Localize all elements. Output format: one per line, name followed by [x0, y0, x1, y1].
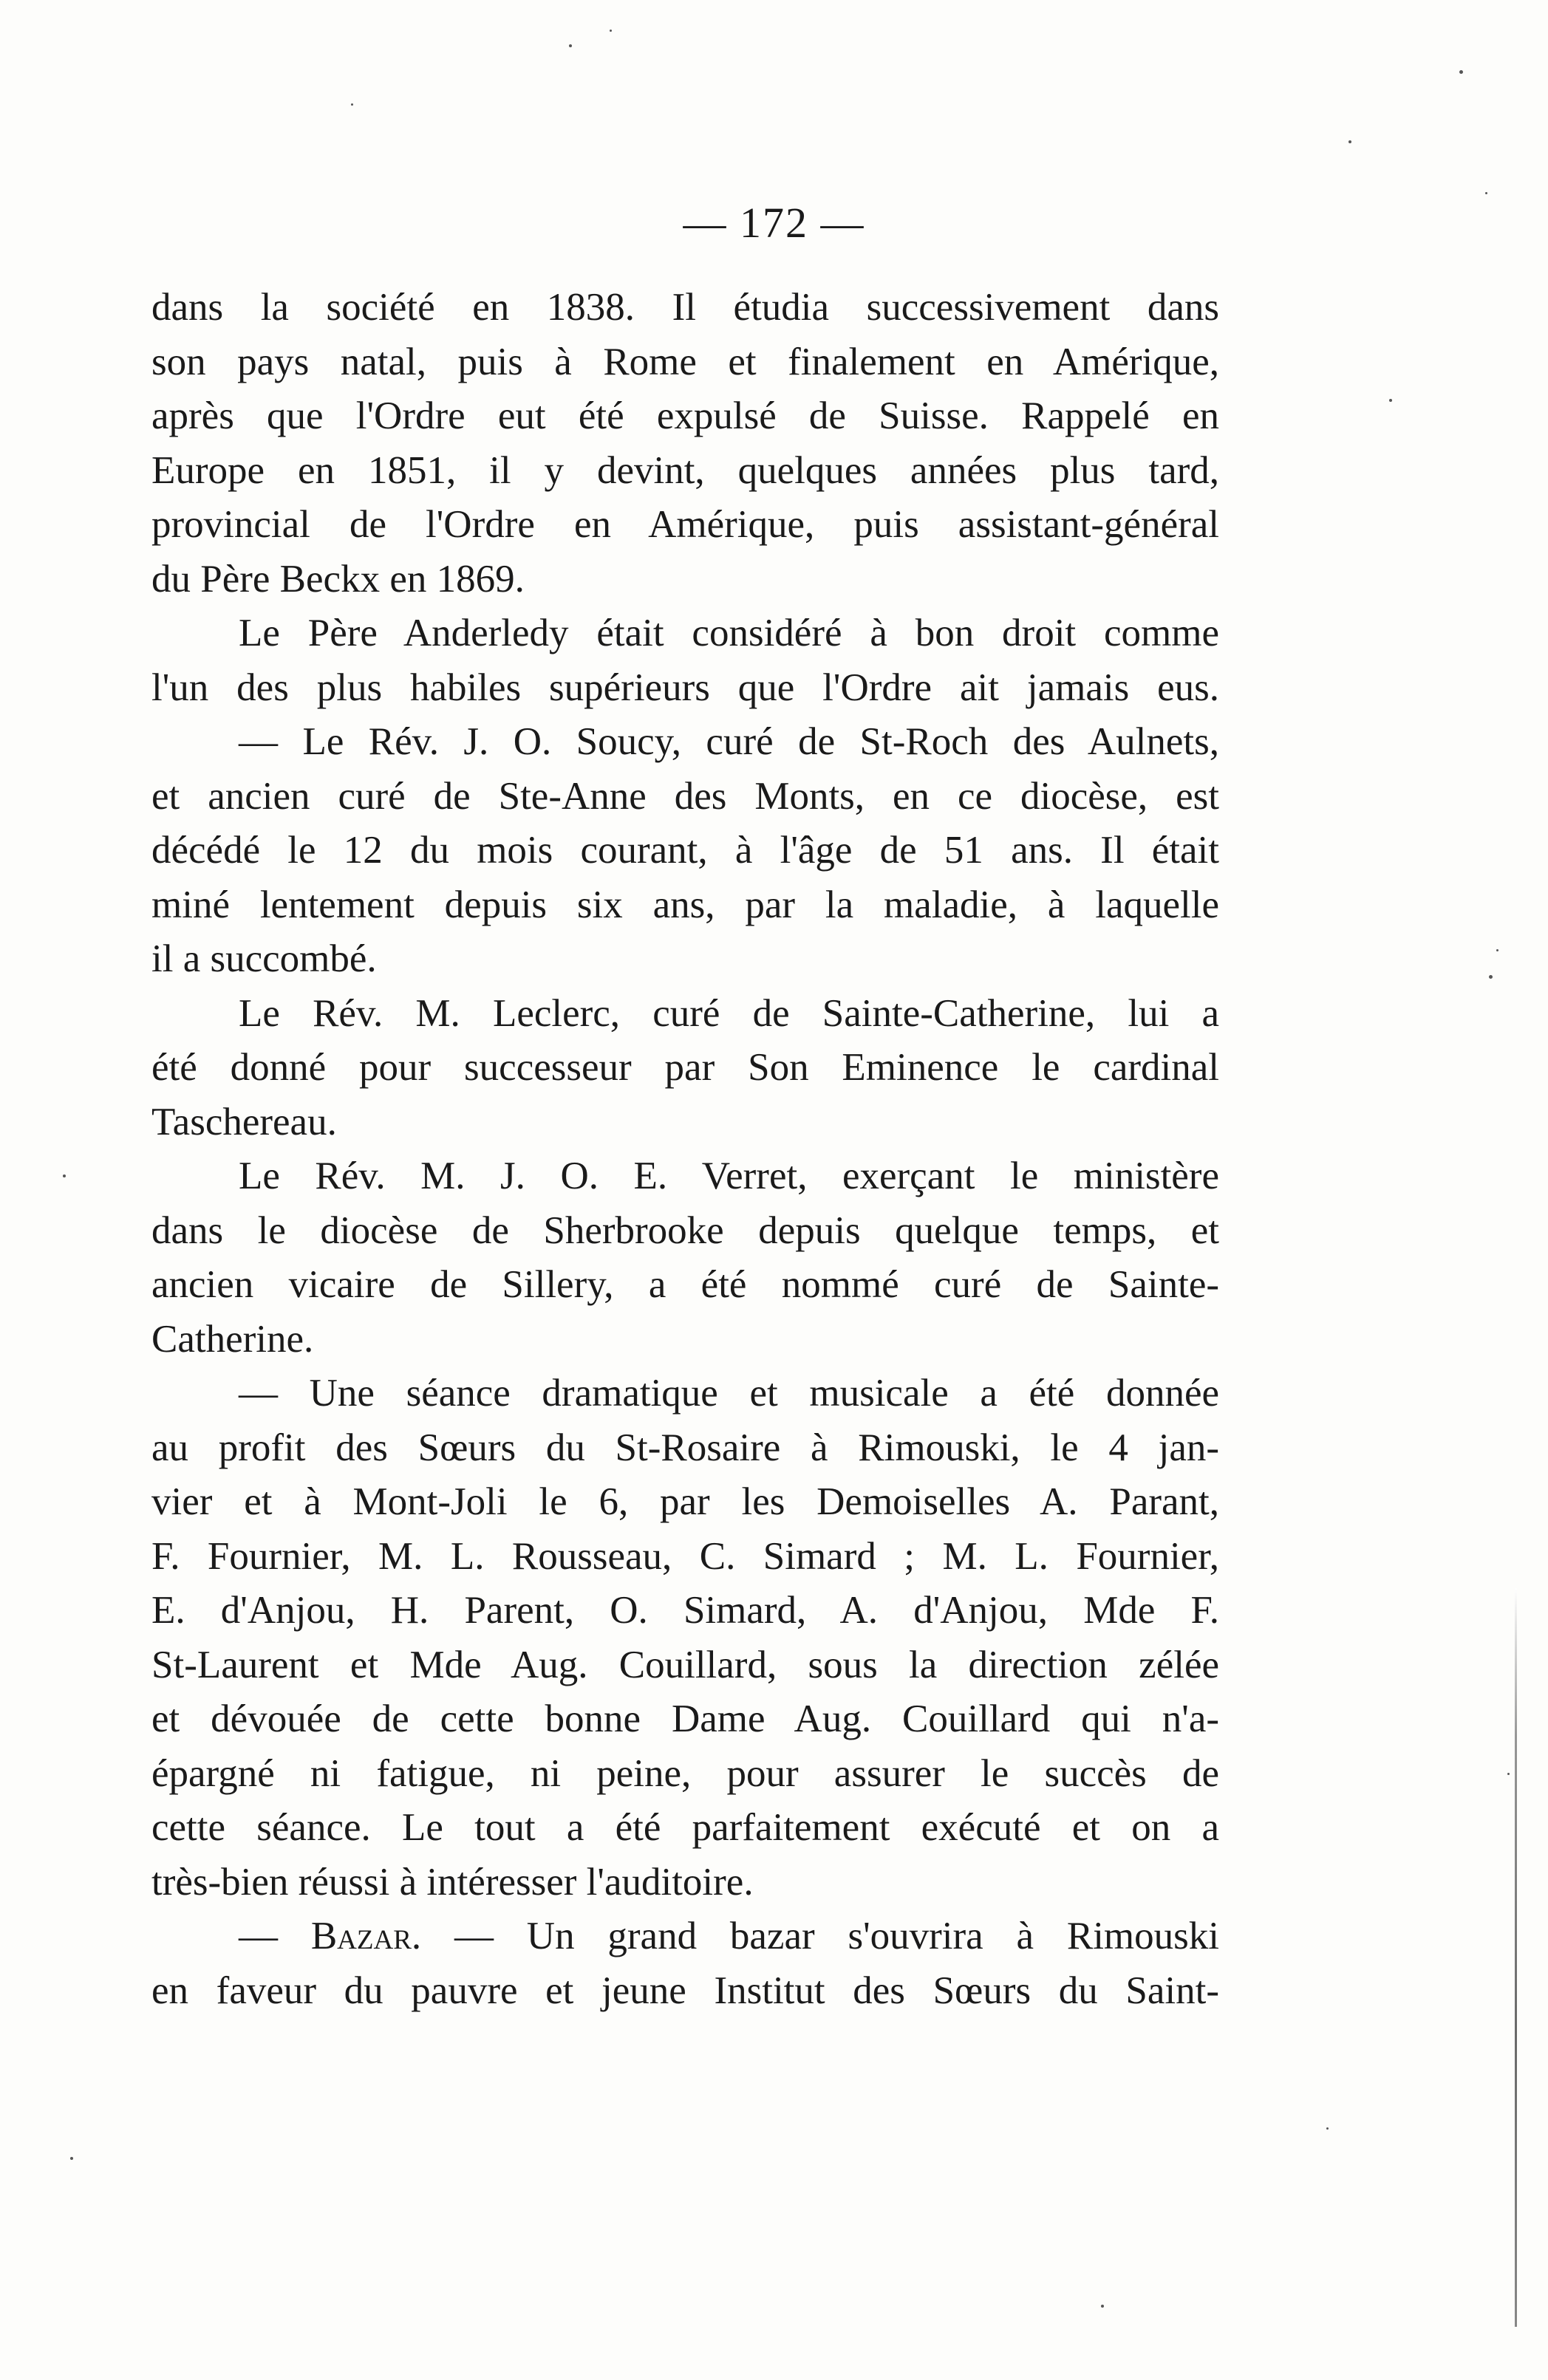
scan-speck [569, 44, 572, 47]
text-line: son pays natal, puis à Rome et finalement en Amérique, [151, 340, 1219, 383]
text-line: Le Père Anderledy était considéré à bon droit comme [239, 612, 1219, 654]
scan-speck [1348, 140, 1351, 143]
text-line: été donné pour successeur par Son Eminence le cardinal [151, 1046, 1219, 1089]
text-line: et ancien curé de Ste-Anne des Monts, en ce diocèse, est [151, 774, 1219, 818]
scan-speck [1507, 1773, 1510, 1775]
scan-edge-artifact [1515, 1588, 1517, 2327]
text-line: Le Rév. M. Leclerc, curé de Sainte-Catherine, lui a [239, 991, 1219, 1035]
text-line: épargné ni fatigue, ni peine, pour assurer le succès de [151, 1751, 1219, 1795]
text-line: E. d'Anjou, H. Parent, O. Simard, A. d'Anjou, Mde F. [151, 1589, 1219, 1632]
text-line: vier et à Mont-Joli le 6, par les Demoiselles A. Parant, [151, 1480, 1219, 1523]
text-line: au profit des Sœurs du St-Rosaire à Rimouski, le 4 jan- [151, 1426, 1219, 1469]
text-line: et dévouée de cette bonne Dame Aug. Couillard qui n'a- [151, 1697, 1219, 1740]
text-line: très-bien réussi à intéresser l'auditoire. [151, 1860, 754, 1904]
scan-speck [70, 2157, 73, 2160]
scan-speck [1101, 2305, 1104, 2308]
text-line: Le Rév. M. J. O. E. Verret, exerçant le ministère [239, 1155, 1219, 1197]
text-line: dans la société en 1838. Il étudia successivement dans [151, 286, 1219, 329]
text-line: cette séance. Le tout a été parfaitement exécuté et on a [151, 1806, 1219, 1849]
bazar-text: . — Un grand bazar s'ouvrira à Rimouski [411, 1915, 1219, 1957]
scan-speck [1496, 949, 1498, 951]
text-line: — Une séance dramatique et musicale a été donnée [239, 1372, 1219, 1415]
scan-speck [63, 1174, 66, 1177]
scan-speck [1485, 192, 1487, 194]
text-line: St-Laurent et Mde Aug. Couillard, sous la direction zélée [151, 1643, 1219, 1686]
scan-speck [1459, 70, 1463, 74]
text-line: en faveur du pauvre et jeune Institut des Sœurs du Saint- [151, 1969, 1219, 2012]
text-line: dans le diocèse de Sherbrooke depuis quelque temps, et [151, 1208, 1219, 1252]
text-line: après que l'Ordre eut été expulsé de Suisse. Rappelé en [151, 394, 1219, 437]
text-line: miné lentement depuis six ans, par la maladie, à laquelle [151, 883, 1219, 926]
scan-speck [1389, 399, 1392, 402]
text-line: Taschereau. [151, 1100, 337, 1143]
bazar-dash: — [239, 1915, 311, 1957]
text-line: F. Fournier, M. L. Rousseau, C. Simard ; M. L. Fournier, [151, 1534, 1219, 1578]
scan-speck [1326, 2127, 1329, 2130]
scan-speck [610, 30, 612, 32]
bazar-line [151, 1909, 1219, 1964]
text-line: Europe en 1851, il y devint, quelques années plus tard, [151, 448, 1219, 492]
text-line: Catherine. [151, 1317, 314, 1361]
page-number: — 172 — [683, 199, 865, 247]
text-line: provincial de l'Ordre en Amérique, puis assistant-général [151, 503, 1219, 546]
text-line: ancien vicaire de Sillery, a été nommé curé de Sainte- [151, 1263, 1219, 1306]
text-line: l'un des plus habiles supérieurs que l'Ordre ait jamais eus. [151, 666, 1219, 709]
text-line: il a succombé. [151, 937, 377, 980]
scan-speck [1489, 975, 1493, 979]
body-text [151, 281, 1219, 2018]
scan-speck [351, 103, 353, 106]
text-line: — Le Rév. J. O. Soucy, curé de St-Roch des Aulnets, [239, 720, 1219, 763]
text-line: du Père Beckx en 1869. [151, 557, 525, 601]
bazar-heading: Bazar [310, 1915, 412, 1957]
text-line: décédé le 12 du mois courant, à l'âge de 51 ans. Il était [151, 829, 1219, 872]
